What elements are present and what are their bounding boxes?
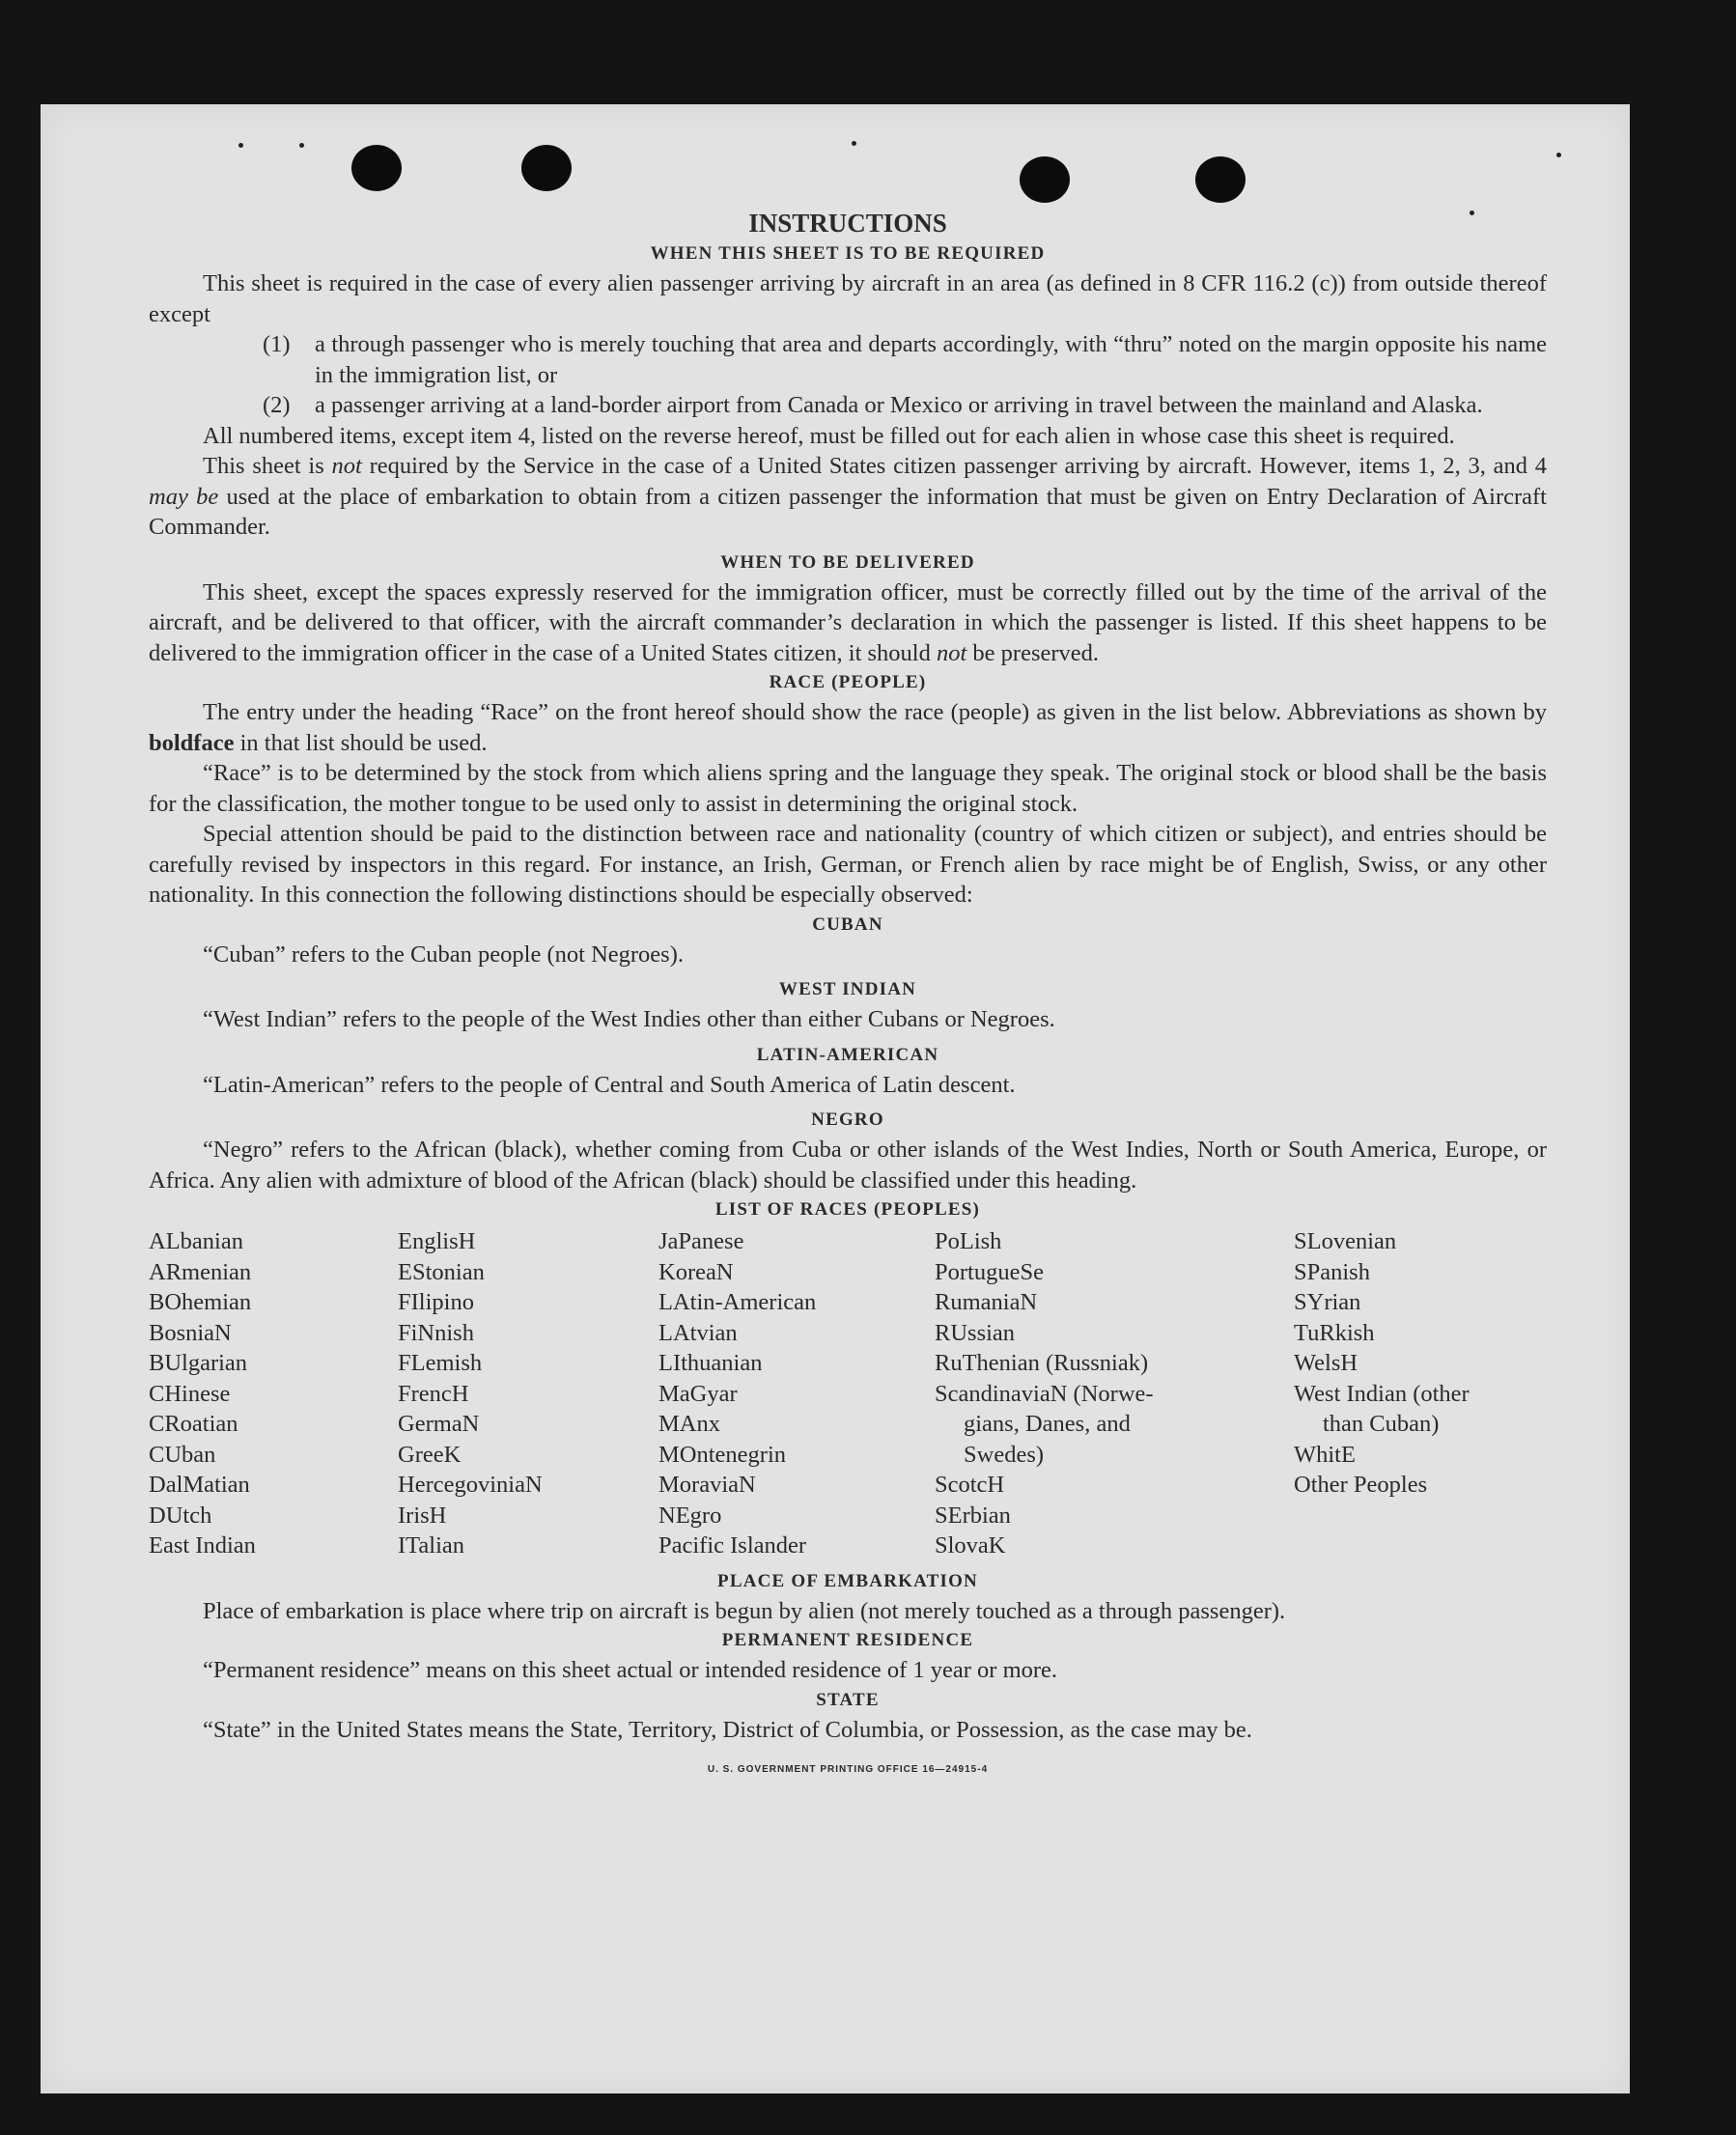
race-entry: GermaN bbox=[398, 1411, 480, 1437]
race-entry: IrisH bbox=[398, 1502, 447, 1529]
section-heading: CUBAN bbox=[812, 913, 883, 935]
race-entry: BOhemian bbox=[149, 1289, 252, 1315]
race-entry: LIthuanian bbox=[658, 1350, 763, 1376]
dust-speck bbox=[852, 141, 856, 146]
races-column bbox=[398, 1226, 658, 1561]
race-entry: MOntenegrin bbox=[658, 1441, 786, 1468]
race-entry: WelsH bbox=[1294, 1350, 1358, 1376]
race-entry: CHinese bbox=[149, 1380, 231, 1407]
definition: “Cuban” refers to the Cuban people (not Negroes). bbox=[203, 941, 684, 968]
race-entry: EStonian bbox=[398, 1258, 485, 1285]
race-entry: PortugueSe bbox=[935, 1258, 1044, 1285]
paragraph: The entry under the heading “Race” on the front hereof should show the race (people) as given in the list below. Abbreviations as shown by boldface in that list should be used. bbox=[149, 699, 1547, 756]
race-entry: MoraviaN bbox=[658, 1472, 756, 1498]
race-entry: DUtch bbox=[149, 1502, 212, 1529]
paragraph: All numbered items, except item 4, listed on the reverse hereof, must be filled out for each alien in whose case this sheet is required. bbox=[203, 422, 1455, 449]
race-entry: DalMatian bbox=[149, 1472, 250, 1498]
race-entry: RumaniaN bbox=[935, 1289, 1038, 1315]
punch-hole bbox=[1195, 156, 1246, 203]
section-heading: LIST OF RACES (PEOPLES) bbox=[714, 1199, 981, 1220]
dust-speck bbox=[1556, 153, 1561, 157]
race-entry: BUlgarian bbox=[149, 1350, 248, 1376]
section-heading: RACE (PEOPLE) bbox=[769, 672, 927, 692]
race-entry: SLovenian bbox=[1294, 1228, 1397, 1254]
race-entry: SPanish bbox=[1294, 1258, 1370, 1285]
race-entry: ARmenian bbox=[149, 1258, 252, 1285]
race-entry: than Cuban) bbox=[1323, 1411, 1440, 1437]
race-entry: ScandinaviaN (Norwe- bbox=[935, 1380, 1154, 1407]
item-number: (2) bbox=[263, 392, 291, 418]
race-entry: ALbanian bbox=[149, 1228, 243, 1254]
race-entry: SYrian bbox=[1294, 1289, 1361, 1315]
race-entry: CRoatian bbox=[149, 1411, 238, 1437]
race-entry: RuThenian (Russniak) bbox=[935, 1350, 1149, 1376]
race-entry: FrencH bbox=[398, 1380, 469, 1407]
paragraph: This sheet is required in the case of every alien passenger arriving by aircraft in an area (as defined in 8 CFR 116.2 (c)) from outside thereof except bbox=[149, 270, 1547, 327]
races-column bbox=[935, 1226, 1294, 1561]
definition: “Negro” refers to the African (black), whether coming from Cuba or other islands of the West Indies, North or South America, Europe, or Africa. Any alien with admixture of blood of the African (black) should be classified under this heading. bbox=[149, 1137, 1547, 1194]
item-text: a passenger arriving at a land-border airport from Canada or Mexico or arriving in travel between the mainland and Alaska. bbox=[315, 392, 1483, 418]
race-entry: MaGyar bbox=[658, 1380, 738, 1407]
instructions-content bbox=[149, 205, 1547, 1785]
page-title: INSTRUCTIONS bbox=[748, 209, 947, 238]
races-column bbox=[149, 1226, 398, 1561]
dust-speck bbox=[299, 143, 304, 148]
paragraph: This sheet, except the spaces expressly reserved for the immigration officer, must be correctly filled out by the time of the arrival of the aircraft, and be delivered to that officer, with the aircraft commander’s declaration in which the passenger is listed. If this sheet happens to be delivered to the immigration officer in the case of a United States citizen, it should not be preserved. bbox=[149, 578, 1547, 666]
race-entry: NEgro bbox=[658, 1502, 722, 1529]
race-entry: Pacific Islander bbox=[658, 1532, 807, 1559]
section-heading: WHEN TO BE DELIVERED bbox=[720, 551, 975, 573]
races-column bbox=[1294, 1226, 1545, 1561]
race-entry: West Indian (other bbox=[1294, 1380, 1470, 1407]
paragraph: Special attention should be paid to the distinction between race and nationality (country of which citizen or subject), and entries should be carefully revised by inspectors in this regard. For instance, an Irish, German, or French alien by race might be of English, Swiss, or any other nationality. In this connection the following distinctions should be especially observed: bbox=[149, 821, 1547, 908]
document-page bbox=[41, 104, 1630, 2093]
race-entry: EnglisH bbox=[398, 1228, 476, 1254]
race-entry: MAnx bbox=[658, 1411, 720, 1437]
punch-hole bbox=[521, 145, 572, 191]
section-heading: WHEN THIS SHEET IS TO BE REQUIRED bbox=[650, 243, 1046, 264]
race-entry: SlovaK bbox=[935, 1532, 1006, 1559]
race-entry: GreeK bbox=[398, 1441, 462, 1468]
race-entry: LAtin-American bbox=[658, 1289, 817, 1315]
definition: Place of embarkation is place where trip on aircraft is begun by alien (not merely touched as a through passenger). bbox=[203, 1597, 1286, 1624]
punch-hole bbox=[1020, 156, 1070, 203]
punch-hole bbox=[351, 145, 402, 191]
section-heading: PERMANENT RESIDENCE bbox=[721, 1630, 974, 1650]
race-entry: SErbian bbox=[935, 1502, 1011, 1529]
race-entry: FiNnish bbox=[398, 1319, 474, 1346]
race-entry: ScotcH bbox=[935, 1472, 1005, 1498]
definition: “West Indian” refers to the people of the West Indies other than either Cubans or Negroes. bbox=[203, 1006, 1055, 1032]
list-item bbox=[263, 329, 1547, 390]
race-entry: PoLish bbox=[935, 1228, 1002, 1254]
race-entry: FLemish bbox=[398, 1350, 483, 1376]
race-entry: East Indian bbox=[149, 1532, 256, 1559]
dust-speck bbox=[238, 143, 243, 148]
section-heading: PLACE OF EMBARKATION bbox=[717, 1570, 978, 1591]
section-heading: STATE bbox=[816, 1689, 880, 1710]
race-entry: ITalian bbox=[398, 1532, 465, 1559]
race-entry: JaPanese bbox=[658, 1228, 744, 1254]
race-entry: LAtvian bbox=[658, 1319, 738, 1346]
race-entry: RUssian bbox=[935, 1319, 1016, 1346]
paragraph: “Race” is to be determined by the stock from which aliens spring and the language they speak. The original stock or blood shall be the basis for the classification, the mother tongue to be used only to assist in determining the original stock. bbox=[149, 760, 1547, 817]
race-entry: KoreaN bbox=[658, 1258, 734, 1285]
race-entry: gians, Danes, and bbox=[964, 1411, 1131, 1437]
races-column bbox=[658, 1226, 935, 1561]
printer-imprint: U. S. GOVERNMENT PRINTING OFFICE 16—24915-4 bbox=[707, 1764, 989, 1775]
race-entry: BosniaN bbox=[149, 1319, 232, 1346]
paragraph: This sheet is not required by the Service in the case of a United States citizen passenger arriving by aircraft. However, items 1, 2, 3, and 4 may be used at the place of embarkation to obtain from a citizen passenger the information that must be given on Entry Declaration of Aircraft Commander. bbox=[149, 453, 1547, 540]
race-entry: Swedes) bbox=[964, 1441, 1045, 1468]
definition: “Permanent residence” means on this sheet actual or intended residence of 1 year or more. bbox=[203, 1657, 1058, 1683]
item-text: a through passenger who is merely touching that area and departs accordingly, with “thru” noted on the margin opposite his name in the immigration list, or bbox=[315, 331, 1547, 388]
list-item bbox=[263, 390, 1547, 421]
definition: “Latin-American” refers to the people of Central and South America of Latin descent. bbox=[203, 1071, 1016, 1098]
race-entry: WhitE bbox=[1294, 1441, 1356, 1468]
item-number: (1) bbox=[263, 331, 291, 357]
section-heading: NEGRO bbox=[811, 1110, 884, 1130]
races-list bbox=[149, 1226, 1547, 1561]
race-entry: FIlipino bbox=[398, 1289, 474, 1315]
race-entry: CUban bbox=[149, 1441, 216, 1468]
section-heading: LATIN-AMERICAN bbox=[756, 1044, 939, 1065]
race-entry: Other Peoples bbox=[1294, 1472, 1428, 1498]
definition: “State” in the United States means the State, Territory, District of Columbia, or Possession, as the case may be. bbox=[203, 1716, 1252, 1743]
race-entry: HercegoviniaN bbox=[398, 1472, 543, 1498]
section-heading: WEST INDIAN bbox=[778, 979, 917, 999]
race-entry: TuRkish bbox=[1294, 1319, 1375, 1346]
